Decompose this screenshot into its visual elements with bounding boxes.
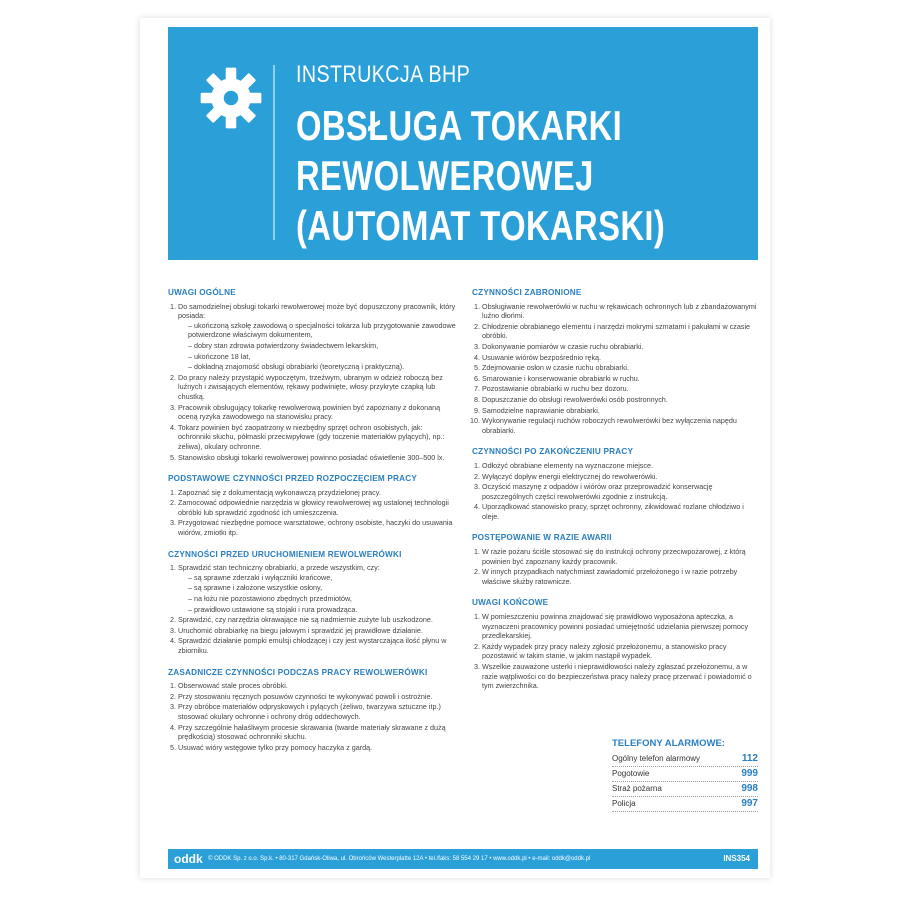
phone-label: Pogotowie: [612, 769, 650, 778]
numbered-list: [168, 488, 456, 538]
section-title: PODSTAWOWE CZYNNOŚCI PRZED ROZPOCZĘCIEM PRACY: [168, 474, 418, 484]
list-item: 1. Obsługiwanie rewolwerówki w ruchu w rękawicach ochronnych lub z zbandażowanymi luźno dłońmi.: [482, 302, 760, 321]
header-banner: [168, 27, 758, 260]
left-column: [168, 288, 456, 764]
phone-number: 999: [741, 768, 758, 779]
list-item: 3. Przy obróbce materiałów odpryskowych i pylących (żeliwo, twarzywa sztuczne itp.) stosować okulary ochronne i ochrony dróg oddechowych.: [178, 702, 456, 721]
list-item: 4. Usuwanie wiórów bezpośrednio ręką.: [482, 353, 760, 363]
emergency-phones: [612, 738, 758, 812]
list-item: 1. Zapoznać się z dokumentacją wykonawczą przydzielonej pracy.: [178, 488, 456, 498]
phone-row: [612, 797, 758, 812]
list-item: 3. Oczyścić maszynę z odpadów i wiórów oraz przeprowadzić konserwację poszczególnych części rewolwerówki zgodnie z instrukcją.: [482, 482, 760, 501]
oddk-logo: oddk: [174, 852, 203, 866]
section-title: CZYNNOŚCI PO ZAKOŃCZENIU PRACY: [472, 447, 634, 457]
phone-number: 112: [741, 753, 758, 764]
sub-item: – na łożu nie pozostawiono zbędnych przedmiotów,: [188, 594, 456, 604]
sub-item: – są sprawne i założone wszystkie osłony,: [188, 583, 456, 593]
list-item: 2. Przy stosowaniu ręcznych posuwów czynności te wykonywać powoli i ostrożnie.: [178, 692, 456, 702]
document-type: INSTRUKCJA BHP: [296, 61, 471, 88]
list-item: 2. Do pracy należy przystąpić wypoczętym, trzeźwym, ubranym w odzież roboczą bez luźnych i zwisających elementów, rękawy podwinięte, włosy przykryte czapką lub chustką.: [178, 373, 456, 402]
sub-item: – prawidłowo ustawione są stojaki i rura prowadząca.: [188, 605, 456, 615]
list-item: 3. Przygotować niezbędne pomoce warsztatowe, ochrony osobiste, haczyki do usuwania wiórów, zmiotki itp.: [178, 518, 456, 537]
section-emergency: [472, 533, 760, 586]
list-item: 2. W innych przypadkach natychmiast zawiadomić przełożonego i w razie potrzeby właściwe służby ratownicze.: [482, 567, 760, 586]
title-line: REWOLWEROWEJ: [296, 152, 594, 199]
right-column: [472, 288, 760, 703]
list-item: 1. Obserwować stale proces obróbki.: [178, 681, 456, 691]
list-item: 2. Zamocować odpowiednie narzędzia w głowicy rewolwerowej wg ustalonej technologii obróbki lub sprawdzić zgodność ich umieszczenia.: [178, 498, 456, 517]
section-final-notes: [472, 598, 760, 690]
sub-list: [178, 573, 456, 614]
list-item: 4. Sprawdzić działanie pompki emulsji chłodzącej i czy jest wystarczająca ilość płynu w zbiorniku.: [178, 636, 456, 655]
sub-item: – ukończone 18 lat,: [188, 352, 456, 362]
title-line: (AUTOMAT TOKARSKI): [296, 202, 666, 249]
list-item: 10. Wykonywanie regulacji ruchów roboczych rewolwerówki bez wyłączenia napędu obrabiarki.: [482, 416, 760, 435]
phone-number: 998: [741, 783, 758, 794]
document-code: INS354: [723, 854, 750, 863]
list-item: 1. W razie pożaru ściśle stosować się do instrukcji ochrony przeciwpożarowej, z którą powinien być zapoznany każdy pracownik.: [482, 547, 760, 566]
list-item: 2. Każdy wypadek przy pracy należy zgłosić przełożonemu, a stanowisko pracy pozostawić w takim stanie, w jakim nastąpił wypadek.: [482, 642, 760, 661]
title-line: OBSŁUGA TOKARKI: [296, 102, 623, 149]
list-item: 8. Dopuszczanie do obsługi rewolwerówki osób postronnych.: [482, 395, 760, 405]
list-item: 5. Stanowisko obsługi tokarki rewolwerowej powinno posiadać oświetlenie 300–500 lx.: [178, 453, 456, 463]
section-prohibited: [472, 288, 760, 435]
sub-item: – są sprawne zderzaki i wyłączniki krańcowe,: [188, 573, 456, 583]
list-item: 7. Pozostawianie obrabiarki w ruchu bez dozoru.: [482, 384, 760, 394]
list-item: 4. Uporządkować stanowisko pracy, sprzęt ochronny, zikwidować rozlane chłodziwo i oleje.: [482, 502, 760, 521]
list-item: 9. Samodzielne naprawianie obrabiarki.: [482, 406, 760, 416]
numbered-list: [168, 681, 456, 752]
numbered-list: [472, 461, 760, 522]
list-item: 3. Dokonywanie pomiarów w czasie ruchu obrabiarki.: [482, 342, 760, 352]
company-info: © ODDK Sp. z o.o. Sp.k. • 80-317 Gdańsk-Oliwa, ul. Obrońców Westerplatte 12A • tel./faks: 58 554 29 17 • www.oddk.pl • e-mail: oddk@oddk.pl: [208, 856, 591, 862]
list-item: 1. Do samodzielnej obsługi tokarki rewolwerowej może być dopuszczony pracownik, który posiada: – ukończoną szkołę zawodową o specjalności tokarza lub przygotowanie zawodowe potwierdzone właściwym dokumentem, – dobry stan zdrowia potwierdzony świadectwem lekarskim, – ukończone 18 lat, – dokładną znajomość obsługi obrabiarki (teoretyczną i praktyczną).: [178, 302, 456, 372]
list-item: 3. Uruchomić obrabiarkę na biegu jałowym i sprawdzić jej prawidłowe działanie.: [178, 626, 456, 636]
list-item: 4. Tokarz powinien być zaopatrzony w niezbędny sprzęt ochron osobistych, jak: ochronniki słuchu, półmaski przeciwpyłowe (gdy toczenie materiałów pylących), np.: żeliwa), okulary ochronne.: [178, 423, 456, 452]
section-title: ZASADNICZE CZYNNOŚCI PODCZAS PRACY REWOLWERÓWKI: [168, 667, 428, 677]
sub-item: – dobry stan zdrowia potwierdzony świadectwem lekarskim,: [188, 341, 456, 351]
phone-row: [612, 752, 758, 767]
phone-row: [612, 767, 758, 782]
numbered-list: [472, 612, 760, 691]
instruction-sheet: [140, 18, 770, 878]
phone-label: Ogólny telefon alarmowy: [612, 754, 701, 763]
list-item: 2. Chłodzenie obrabianego elementu i narzędzi mokrymi szmatami i pakułami w czasie obróbki.: [482, 322, 760, 341]
list-item: 1. Sprawdzić stan techniczny obrabiarki, a przede wszystkim, czy: – są sprawne zderzaki i wyłączniki krańcowe, – są sprawne i założone wszystkie osłony, – na łożu nie pozostawiono zbędnych przedmiotów, – prawidłowo ustawione są stojaki i rura prowadząca.: [178, 563, 456, 614]
list-item: 2. Sprawdzić, czy narzędzia okrawające nie są nadmiernie zużyte lub uszkodzone.: [178, 615, 456, 625]
section-before-start: [168, 550, 456, 656]
list-item: 2. Wyłączyć dopływ energii elektrycznej do rewolwerówki.: [482, 472, 760, 482]
numbered-list: [472, 302, 760, 436]
list-item: 1. W pomieszczeniu powinna znajdować się prawidłowo wyposażona apteczka, a wyznaczeni pracownicy powinni posiadać umiejętność udzielania pierwszej pomocy przedlekarskiej.: [482, 612, 760, 641]
numbered-list: [168, 563, 456, 655]
section-title: CZYNNOŚCI ZABRONIONE: [472, 288, 582, 297]
list-item: 6. Smarowanie i konserwowanie obrabiarki w ruchu.: [482, 374, 760, 384]
phone-label: Policja: [612, 799, 636, 808]
list-item: 5. Zdejmowanie osłon w czasie ruchu obrabiarki.: [482, 363, 760, 373]
numbered-list: [472, 547, 760, 586]
list-item: 3. Pracownik obsługujący tokarkę rewolwerową powinien być zapoznany z dokonaną oceną ryzyka zawodowego na stanowisku pracy.: [178, 403, 456, 422]
section-title: UWAGI OGÓLNE: [168, 288, 236, 297]
list-item: 3. Wszelkie zauważone usterki i nieprawidłowości należy zgłaszać przełożonemu, a w razie wątpliwości co do bezpieczeństwa pracy należy pracę przerwać i powiadomić o tym zwierzchnika.: [482, 662, 760, 691]
sub-item: – dokładną znajomość obsługi obrabiarki (teoretyczną i praktyczną).: [188, 362, 456, 372]
phone-row: [612, 782, 758, 797]
numbered-list: [168, 302, 456, 463]
section-title: POSTĘPOWANIE W RAZIE AWARII: [472, 533, 612, 543]
section-after-work: [472, 447, 760, 521]
gear-icon: [198, 65, 264, 131]
section-during-work: [168, 668, 456, 753]
list-item: 4. Przy szczególnie hałaśliwym procesie skrawania (twarde materiały skrawane z dużą prędkością) stosować ochronniki słuchu.: [178, 723, 456, 742]
list-item: 5. Usuwać wióry wstęgowe tylko przy pomocy haczyka z gardą.: [178, 743, 456, 753]
sub-list: [178, 321, 456, 372]
phone-number: 997: [741, 798, 758, 809]
section-title: CZYNNOŚCI PRZED URUCHOMIENIEM REWOLWERÓWKI: [168, 549, 402, 559]
phones-title: TELEFONY ALARMOWE:: [612, 738, 725, 749]
section-general-notes: [168, 288, 456, 462]
section-before-work: [168, 474, 456, 538]
page-title: [296, 101, 665, 251]
footer-bar: [168, 849, 758, 869]
phone-label: Straż pożarna: [612, 784, 662, 793]
section-title: UWAGI KOŃCOWE: [472, 598, 549, 608]
header-divider: [273, 65, 275, 240]
list-item: 1. Odłożyć obrabiane elementy na wyznaczone miejsce.: [482, 461, 760, 471]
sub-item: – ukończoną szkołę zawodową o specjalności tokarza lub przygotowanie zawodowe potwierdzone właściwym dokumentem,: [188, 321, 456, 340]
